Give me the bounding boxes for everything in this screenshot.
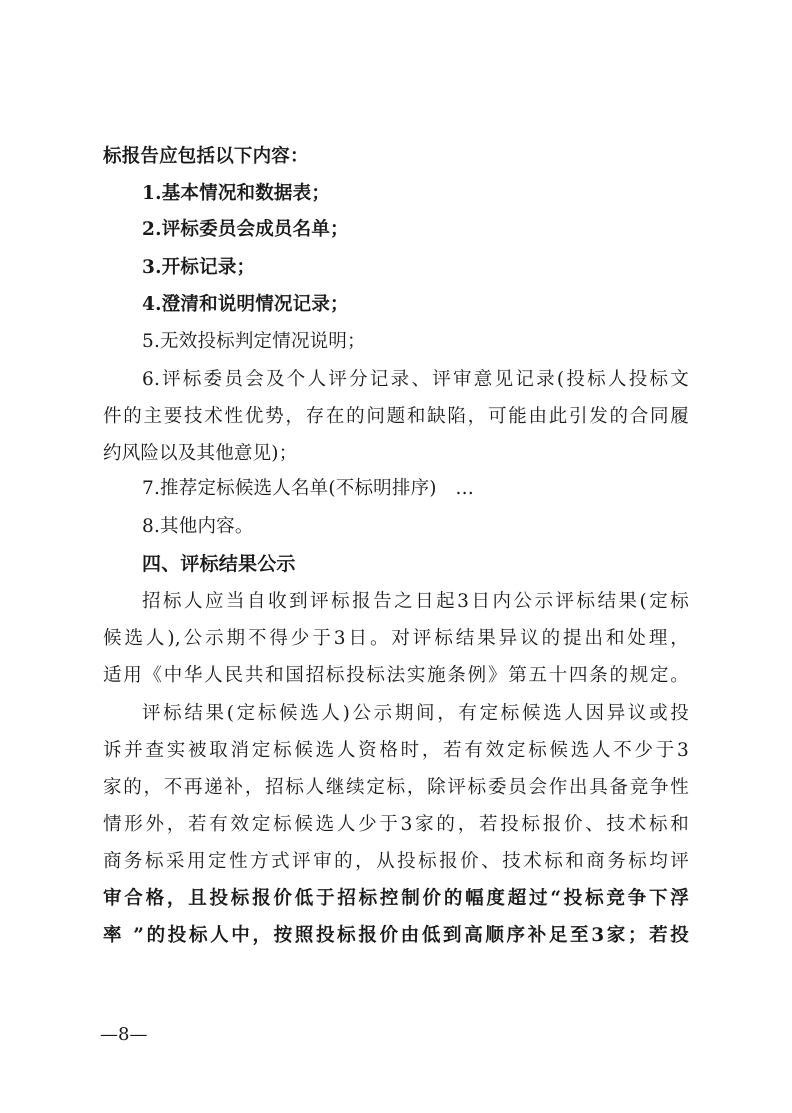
paragraph-1-line-1: 招标人应当自收到评标报告之日起3日内公示评标结果(定标	[142, 591, 689, 612]
list-item-6-line-1: 6.评标委员会及个人评分记录、评审意见记录(投标人投标文	[142, 369, 689, 390]
paragraph-2-line-4: 情形外，若有效定标候选人少于3家的，若投标报价、技术标和	[103, 814, 689, 835]
list-item-6-line-2: 件的主要技术性优势，存在的问题和缺陷，可能由此引发的合同履	[103, 406, 689, 427]
list-item-3: 3.开标记录；	[142, 257, 256, 278]
list-item-8: 8.其他内容。	[142, 516, 254, 537]
paragraph-2-line-5: 商务标采用定性方式评审的，从投标报价、技术标和商务标均评	[103, 851, 689, 872]
page-number: —8—	[100, 1024, 148, 1045]
paragraph-1-line-3: 适用《中华人民共和国招标投标法实施条例》第五十四条的规定。	[103, 665, 689, 686]
paragraph-2-line-2: 诉并查实被取消定标候选人资格时，若有效定标候选人不少于3	[103, 740, 689, 761]
paragraph-2-line-1: 评标结果(定标候选人)公示期间，有定标候选人因异议或投	[142, 703, 689, 724]
list-item-1: 1.基本情况和数据表；	[142, 183, 331, 204]
list-item-4: 4.澄清和说明情况记录；	[142, 294, 349, 315]
paragraph-2-line-6: 审合格，且投标报价低于招标控制价的幅度超过“投标竞争下浮	[103, 888, 689, 909]
list-item-6-line-3: 约风险以及其他意见)；	[103, 443, 298, 464]
paragraph-2-line-3: 家的，不再递补，招标人继续定标，除评标委员会作出具备竞争性	[103, 777, 689, 798]
list-item-2: 2.评标委员会成员名单；	[142, 219, 349, 240]
list-item-5: 5.无效投标判定情况说明；	[142, 331, 366, 352]
paragraph-1-line-2: 候选人),公示期不得少于3日。对评标结果异议的提出和处理，	[103, 628, 689, 649]
list-item-7: 7.推荐定标候选人名单(不标明排序) …	[142, 478, 475, 499]
intro-line: 标报告应包括以下内容：	[103, 146, 309, 167]
paragraph-2-line-7: 率 ”的投标人中，按照投标报价由低到高顺序补足至3家；若投	[103, 925, 689, 946]
section-heading: 四、评标结果公示	[142, 553, 296, 575]
